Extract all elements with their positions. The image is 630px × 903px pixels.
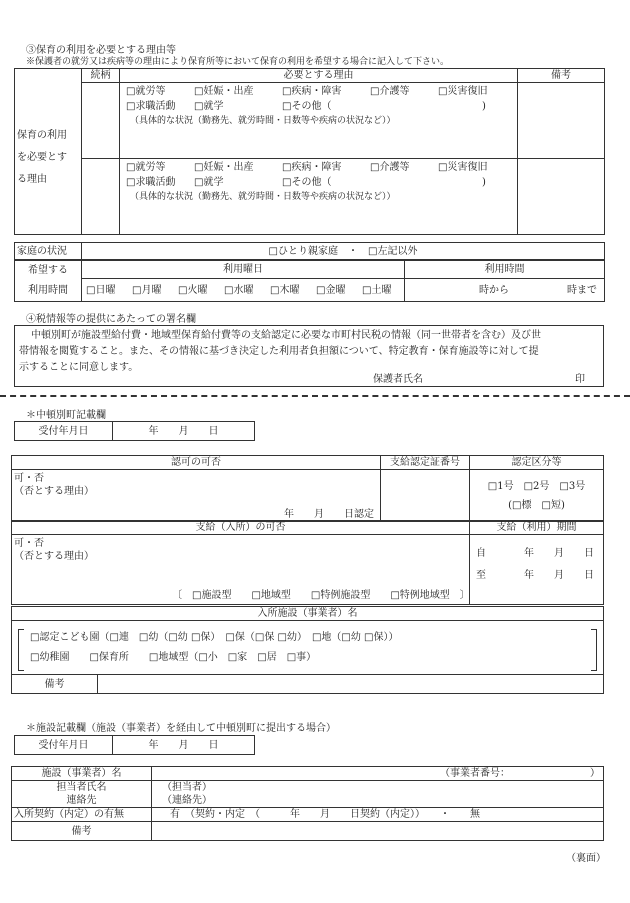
reason-care[interactable]: □介護等 bbox=[370, 86, 410, 97]
cert-no-field[interactable] bbox=[381, 470, 470, 522]
cut-line bbox=[0, 395, 630, 397]
payment-cell[interactable]: 可・否 （否とする理由） 〔 □施設型 □地域型 □特例施設型 □特例地域型 〕 bbox=[12, 535, 470, 605]
facility-name-field[interactable]: （事業者番号： ） bbox=[152, 767, 604, 781]
reason-detail-note: （具体的な状況（勤務先、就労時間・日数等や疾病の状況など）） bbox=[130, 116, 396, 126]
day-wed[interactable]: □水曜 bbox=[224, 284, 254, 296]
day-fri[interactable]: □金曜 bbox=[316, 284, 346, 296]
remarks-field-1[interactable] bbox=[518, 83, 605, 159]
business-no-label: （事業者番号： bbox=[440, 768, 510, 779]
facility-name-cell[interactable]: □認定こども園（□連 □幼（□幼 □保） □保（□保 □幼） □地（□幼 □保）） □幼稚園 □保育所 □地域型（□小 □家 □居 □事） bbox=[12, 621, 604, 675]
day-mon[interactable]: □月曜 bbox=[132, 284, 162, 296]
schedule-table bbox=[14, 260, 605, 302]
signature-label: 保護者氏名 bbox=[373, 374, 423, 385]
facility-received-table bbox=[14, 735, 255, 755]
section4-title: ④税情報等の提供にあたっての署名欄 bbox=[26, 314, 196, 325]
consent-line-1: 中頓別町が施設型給付費・地域型保育給付費等の支給認定に必要な市町村民税の情報（同一世帯者を含む）及び世 bbox=[31, 330, 541, 341]
cert-class-cell[interactable]: □1号 □2号 □3号 (□標 □短) bbox=[470, 470, 604, 522]
relation-field-2[interactable] bbox=[82, 159, 120, 235]
town-received-label: 受付年月日 bbox=[15, 422, 113, 441]
back-side-label: （裏面） bbox=[566, 853, 606, 864]
consent-line-2: 帯情報を閲覧すること。また、その情報に基づき決定した利用者負担額について、特定教育・保育施設等に対して提 bbox=[19, 346, 539, 357]
approval-cell[interactable]: 可・否 （否とする理由） 年 月 日認定 bbox=[12, 470, 381, 522]
family-table bbox=[14, 242, 605, 260]
facility-received-label: 受付年月日 bbox=[15, 736, 113, 755]
remarks-header: 備考 bbox=[518, 69, 605, 83]
facility-types[interactable]: 〔 □施設型 □地域型 □特例施設型 □特例地域型 〕 bbox=[172, 590, 470, 601]
contract-field[interactable]: 有 （契約・内定 （ 年 月 日契約（内定）） ・ 無 bbox=[152, 808, 604, 822]
facility-name-table bbox=[11, 606, 604, 694]
town-received-date[interactable]: 年 月 日 bbox=[113, 422, 255, 441]
days-cell bbox=[82, 279, 405, 302]
time-to: 時まで bbox=[567, 284, 597, 296]
facility-section-title: ＊施設記載欄（施設（事業者）を経由して中頓別町に提出する場合） bbox=[26, 723, 336, 734]
facility-received-date[interactable]: 年 月 日 bbox=[113, 736, 255, 755]
day-sun[interactable]: □日曜 bbox=[86, 284, 116, 296]
contract-label: 入所契約（内定）の有無 bbox=[12, 808, 152, 822]
approval-header: 認可の可否 bbox=[12, 456, 381, 470]
reason-study[interactable]: □就学 bbox=[194, 101, 224, 112]
consent-line-3: 示することに同意します。 bbox=[19, 362, 139, 373]
facility-name-label: 施設（事業者）名 bbox=[12, 767, 152, 781]
payment-header: 支給（入所）の可否 bbox=[12, 521, 470, 535]
period-header: 支給（利用）期間 bbox=[470, 521, 604, 535]
section3-note: ※保護者の就労又は疾病等の理由により保育所等において保育の利用を希望する場合に記入して下さい。 bbox=[26, 57, 450, 67]
reason-job-seeking[interactable]: □求職活動 bbox=[126, 101, 176, 112]
reason-disaster[interactable]: □災害復旧 bbox=[438, 86, 488, 97]
family-options[interactable]: □ひとり親家庭 ・ □左記以外 bbox=[82, 243, 605, 260]
facility-remarks-label: 備考 bbox=[12, 822, 152, 841]
reason-cell-2[interactable]: □就労等 □妊娠・出産 □疾病・障害 □介護等 □災害復旧 □求職活動 □就学 □その他（ ) （具体的な状況（勤務先、就労時間・日数等や疾病の状況など）） bbox=[120, 159, 518, 235]
reason-illness[interactable]: □疾病・障害 bbox=[282, 86, 342, 97]
time-cell[interactable] bbox=[405, 279, 605, 302]
reason-other[interactable]: □その他（ bbox=[282, 101, 332, 112]
town-remarks-field[interactable] bbox=[98, 675, 604, 694]
cert-class-header: 認定区分等 bbox=[470, 456, 604, 470]
approval-table bbox=[11, 455, 604, 522]
relation-header: 続柄 bbox=[82, 69, 120, 83]
seal-mark: 印 bbox=[575, 374, 585, 385]
reason-pregnancy[interactable]: □妊娠・出産 bbox=[194, 86, 254, 97]
reason-row-label: 保育の利用 を必要とす る理由 bbox=[15, 83, 82, 235]
cert-no-header: 支給認定証番号 bbox=[381, 456, 470, 470]
reason-work[interactable]: □就労等 bbox=[126, 86, 166, 97]
town-received-table bbox=[14, 421, 255, 441]
consent-box bbox=[14, 325, 604, 387]
town-remarks-label: 備考 bbox=[12, 675, 98, 694]
remarks-field-2[interactable] bbox=[518, 159, 605, 235]
time-header: 利用時間 bbox=[405, 261, 605, 279]
payment-table bbox=[11, 520, 604, 605]
family-label: 家庭の状況 bbox=[15, 243, 82, 260]
days-header: 利用曜日 bbox=[82, 261, 405, 279]
contact-field[interactable]: （担当者） （連絡先） bbox=[152, 781, 604, 808]
reason-cell-1[interactable]: □就労等 □妊娠・出産 □疾病・障害 □介護等 □災害復旧 □求職活動 □就学 □その他（ ) （具体的な状況（勤務先、就労時間・日数等や疾病の状況など）） bbox=[120, 83, 518, 159]
period-cell[interactable]: 自 年 月 日 至 年 月 日 bbox=[470, 535, 604, 605]
reason-header: 必要とする理由 bbox=[120, 69, 518, 83]
facility-remarks-field[interactable] bbox=[152, 822, 604, 841]
relation-field-1[interactable] bbox=[82, 83, 120, 159]
day-tue[interactable]: □火曜 bbox=[178, 284, 208, 296]
town-section-title: ＊中頓別町記載欄 bbox=[26, 410, 106, 421]
facility-name-header: 入所施設（事業者）名 bbox=[12, 607, 604, 621]
day-thu[interactable]: □木曜 bbox=[270, 284, 300, 296]
section3-title: ③保育の利用を必要とする理由等 bbox=[26, 45, 176, 56]
facility-table bbox=[11, 766, 604, 841]
contact-label: 担当者氏名 連絡先 bbox=[12, 781, 152, 808]
signature-field[interactable] bbox=[435, 373, 565, 385]
reason-table bbox=[14, 68, 605, 235]
wish-label: 希望する 利用時間 bbox=[15, 261, 82, 302]
day-sat[interactable]: □土曜 bbox=[362, 284, 392, 296]
time-from: 時から bbox=[479, 284, 509, 296]
